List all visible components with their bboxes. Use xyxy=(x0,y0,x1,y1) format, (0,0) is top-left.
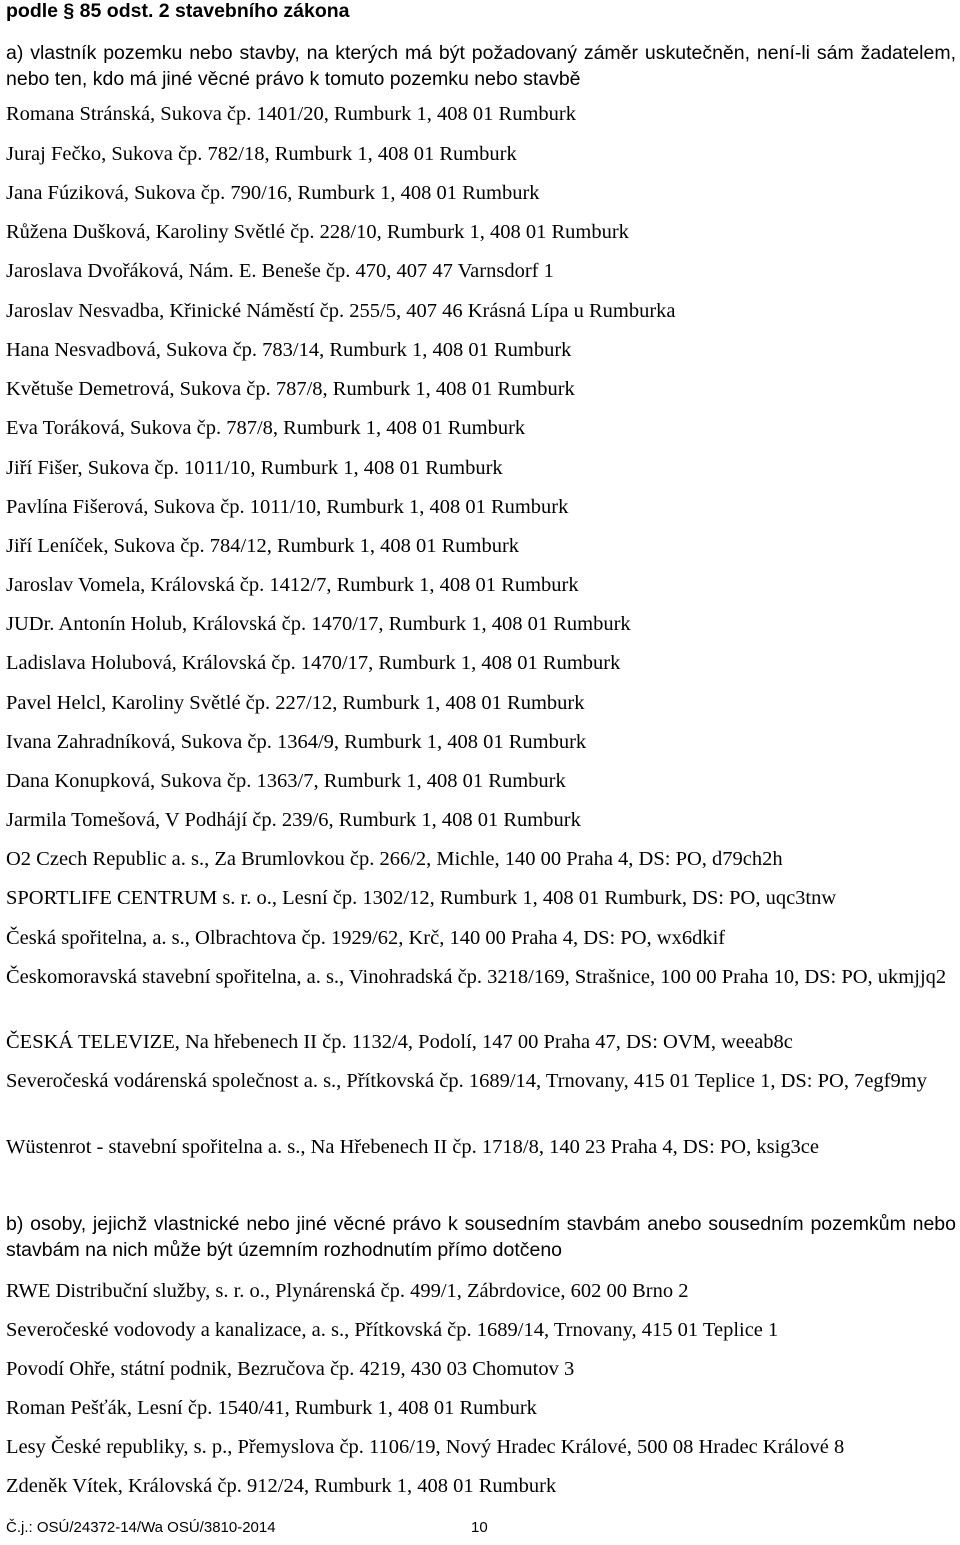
list-item: O2 Czech Republic a. s., Za Brumlovkou čp. 266/2, Michle, 140 00 Praha 4, DS: PO, d79ch2h xyxy=(6,848,783,870)
list-item: Jaroslava Dvořáková, Nám. E. Beneše čp. 470, 407 47 Varnsdorf 1 xyxy=(6,260,554,282)
list-item: Lesy České republiky, s. p., Přemyslova čp. 1106/19, Nový Hradec Králové, 500 08 Hradec Králové 8 xyxy=(6,1436,845,1458)
list-item: Romana Stránská, Sukova čp. 1401/20, Rumburk 1, 408 01 Rumburk xyxy=(6,103,576,125)
list-item: Severočeské vodovody a kanalizace, a. s., Přítkovská čp. 1689/14, Trnovany, 415 01 Teplice 1 xyxy=(6,1319,779,1341)
list-item: Růžena Dušková, Karoliny Světlé čp. 228/10, Rumburk 1, 408 01 Rumburk xyxy=(6,221,629,243)
list-item: ČESKÁ TELEVIZE, Na hřebenech II čp. 1132/4, Podolí, 147 00 Praha 47, DS: OVM, weeab8c xyxy=(6,1031,793,1053)
list-item: Ivana Zahradníková, Sukova čp. 1364/9, Rumburk 1, 408 01 Rumburk xyxy=(6,731,587,753)
list-item: Wüstenrot - stavební spořitelna a. s., Na Hřebenech II čp. 1718/8, 140 23 Praha 4, DS: PO, ksig3ce xyxy=(6,1136,819,1158)
list-item: Ladislava Holubová, Královská čp. 1470/17, Rumburk 1, 408 01 Rumburk xyxy=(6,652,621,674)
list-item: Roman Pešťák, Lesní čp. 1540/41, Rumburk 1, 408 01 Rumburk xyxy=(6,1397,537,1419)
list-item: JUDr. Antonín Holub, Královská čp. 1470/17, Rumburk 1, 408 01 Rumburk xyxy=(6,613,631,635)
list-item: Jana Fúziková, Sukova čp. 790/16, Rumburk 1, 408 01 Rumburk xyxy=(6,182,540,204)
list-item: Zdeněk Vítek, Královská čp. 912/24, Rumburk 1, 408 01 Rumburk xyxy=(6,1475,557,1497)
list-item: Juraj Fečko, Sukova čp. 782/18, Rumburk 1, 408 01 Rumburk xyxy=(6,143,517,165)
list-item: Jiří Fišer, Sukova čp. 1011/10, Rumburk 1, 408 01 Rumburk xyxy=(6,457,503,479)
section-b-intro: b) osoby, jejichž vlastnické nebo jiné věcné právo k sousedním stavbám anebo sousedním pozemkům nebo stavbám na nich může být územním rozhodnutím přímo dotčeno xyxy=(6,1213,956,1261)
list-item: Jaroslav Nesvadba, Křinické Náměstí čp. 255/5, 407 46 Krásná Lípa u Rumburka xyxy=(6,300,676,322)
list-item: Jaroslav Vomela, Královská čp. 1412/7, Rumburk 1, 408 01 Rumburk xyxy=(6,574,579,596)
list-item: SPORTLIFE CENTRUM s. r. o., Lesní čp. 1302/12, Rumburk 1, 408 01 Rumburk, DS: PO, uqc3tnw xyxy=(6,887,837,909)
list-item: Dana Konupková, Sukova čp. 1363/7, Rumburk 1, 408 01 Rumburk xyxy=(6,770,566,792)
list-item: Pavel Helcl, Karoliny Světlé čp. 227/12, Rumburk 1, 408 01 Rumburk xyxy=(6,692,585,714)
list-item: Hana Nesvadbová, Sukova čp. 783/14, Rumburk 1, 408 01 Rumburk xyxy=(6,339,572,361)
list-item: Jarmila Tomešová, V Podhájí čp. 239/6, Rumburk 1, 408 01 Rumburk xyxy=(6,809,581,831)
section-a-intro: a) vlastník pozemku nebo stavby, na kterých má být požadovaný záměr uskutečněn, není-li sám žadatelem, nebo ten, kdo má jiné věcné právo k tomuto pozemku nebo stavbě xyxy=(6,42,956,90)
section-heading: podle § 85 odst. 2 stavebního zákona xyxy=(6,0,350,22)
list-item: Česká spořitelna, a. s., Olbrachtova čp. 1929/62, Krč, 140 00 Praha 4, DS: PO, wx6dkif xyxy=(6,927,726,949)
list-item: Povodí Ohře, státní podnik, Bezručova čp. 4219, 430 03 Chomutov 3 xyxy=(6,1358,575,1380)
list-item: Českomoravská stavební spořitelna, a. s., Vinohradská čp. 3218/169, Strašnice, 100 00 Praha 10, DS: PO, ukmjjq2 xyxy=(6,966,947,988)
list-item: Eva Toráková, Sukova čp. 787/8, Rumburk 1, 408 01 Rumburk xyxy=(6,417,526,439)
list-item: Pavlína Fišerová, Sukova čp. 1011/10, Rumburk 1, 408 01 Rumburk xyxy=(6,496,569,518)
list-item: Květuše Demetrová, Sukova čp. 787/8, Rumburk 1, 408 01 Rumburk xyxy=(6,378,575,400)
list-item: RWE Distribuční služby, s. r. o., Plynárenská čp. 499/1, Zábrdovice, 602 00 Brno 2 xyxy=(6,1280,689,1302)
list-item: Severočeská vodárenská společnost a. s., Přítkovská čp. 1689/14, Trnovany, 415 01 Teplice 1, DS: PO, 7egf9my xyxy=(6,1070,927,1092)
document-reference: Č.j.: OSÚ/24372-14/Wa OSÚ/3810-2014 xyxy=(6,1519,276,1536)
list-item: Jiří Leníček, Sukova čp. 784/12, Rumburk 1, 408 01 Rumburk xyxy=(6,535,520,557)
page-number: 10 xyxy=(471,1519,488,1536)
